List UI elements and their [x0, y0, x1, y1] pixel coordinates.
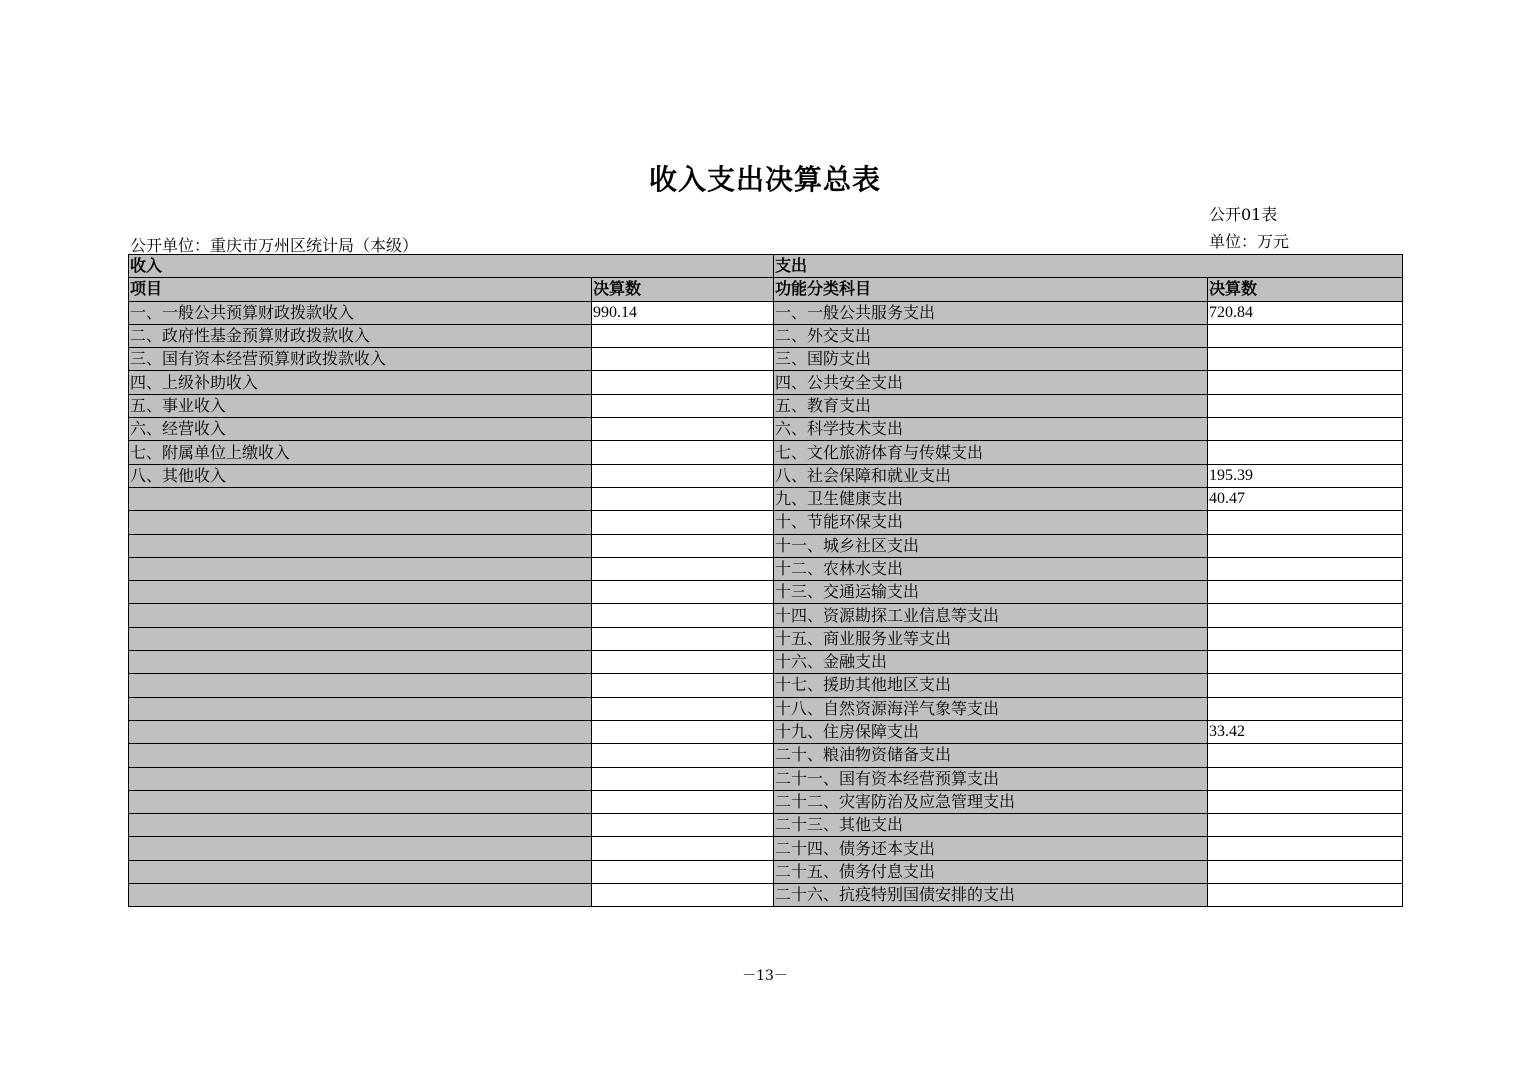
expense-amount-cell [1208, 348, 1403, 371]
expense-amount-cell [1208, 790, 1403, 813]
expense-amount-cell [1208, 604, 1403, 627]
expense-item-cell: 二十六、抗疫特别国债安排的支出 [774, 884, 1208, 907]
income-item-cell [129, 697, 592, 720]
expense-item-cell: 十九、住房保障支出 [774, 720, 1208, 743]
budget-table [128, 254, 1403, 907]
income-amount-cell [592, 324, 774, 347]
expense-item-cell: 七、文化旅游体育与传媒支出 [774, 441, 1208, 464]
income-amount-cell [592, 557, 774, 580]
expense-item-cell: 十三、交通运输支出 [774, 581, 1208, 604]
expense-item-cell: 二十四、债务还本支出 [774, 837, 1208, 860]
income-item-cell: 四、上级补助收入 [129, 371, 592, 394]
table-row [129, 441, 1403, 464]
income-amount-cell [592, 720, 774, 743]
expense-item-cell: 四、公共安全支出 [774, 371, 1208, 394]
income-amount-cell [592, 767, 774, 790]
income-amount-cell [592, 814, 774, 837]
expense-amount-cell [1208, 837, 1403, 860]
col-amount-expense: 决算数 [1208, 278, 1403, 301]
income-amount-cell: 990.14 [592, 301, 774, 324]
expense-amount-cell [1208, 371, 1403, 394]
expense-item-cell: 十七、援助其他地区支出 [774, 674, 1208, 697]
expense-item-cell: 十五、商业服务业等支出 [774, 627, 1208, 650]
expense-item-cell: 十八、自然资源海洋气象等支出 [774, 697, 1208, 720]
income-item-cell [129, 581, 592, 604]
expense-amount-cell [1208, 324, 1403, 347]
column-header-row [129, 278, 1403, 301]
expense-amount-cell [1208, 418, 1403, 441]
table-row [129, 534, 1403, 557]
table-row [129, 860, 1403, 883]
income-amount-cell [592, 697, 774, 720]
table-row [129, 697, 1403, 720]
income-item-cell: 五、事业收入 [129, 394, 592, 417]
income-amount-cell [592, 744, 774, 767]
income-amount-cell [592, 604, 774, 627]
expense-item-cell: 二十、粮油物资储备支出 [774, 744, 1208, 767]
income-item-cell [129, 814, 592, 837]
income-item-cell [129, 720, 592, 743]
table-row [129, 348, 1403, 371]
income-amount-cell [592, 651, 774, 674]
income-item-cell [129, 884, 592, 907]
page-title: 收入支出决算总表 [648, 163, 881, 196]
income-item-cell: 八、其他收入 [129, 464, 592, 487]
expense-item-cell: 十四、资源勘探工业信息等支出 [774, 604, 1208, 627]
expense-amount-cell [1208, 534, 1403, 557]
income-item-cell: 一、一般公共预算财政拨款收入 [129, 301, 592, 324]
table-row [129, 814, 1403, 837]
expense-amount-cell: 33.42 [1208, 720, 1403, 743]
table-row [129, 604, 1403, 627]
income-amount-cell [592, 511, 774, 534]
table-row [129, 627, 1403, 650]
expense-amount-cell [1208, 744, 1403, 767]
expense-item-cell: 二十一、国有资本经营预算支出 [774, 767, 1208, 790]
expense-item-cell: 九、卫生健康支出 [774, 487, 1208, 510]
table-row [129, 371, 1403, 394]
expense-item-cell: 八、社会保障和就业支出 [774, 464, 1208, 487]
income-amount-cell [592, 674, 774, 697]
income-amount-cell [592, 534, 774, 557]
income-amount-cell [592, 394, 774, 417]
expense-amount-cell: 720.84 [1208, 301, 1403, 324]
section-expense: 支出 [774, 255, 1403, 278]
income-item-cell: 七、附属单位上缴收入 [129, 441, 592, 464]
table-row [129, 744, 1403, 767]
table-row [129, 767, 1403, 790]
expense-amount-cell [1208, 767, 1403, 790]
income-amount-cell [592, 884, 774, 907]
income-item-cell: 二、政府性基金预算财政拨款收入 [129, 324, 592, 347]
table-row [129, 301, 1403, 324]
table-row [129, 464, 1403, 487]
expense-amount-cell: 195.39 [1208, 464, 1403, 487]
unit-label: 单位：万元 [1209, 232, 1290, 251]
income-amount-cell [592, 441, 774, 464]
income-amount-cell [592, 581, 774, 604]
expense-amount-cell: 40.47 [1208, 487, 1403, 510]
table-row [129, 418, 1403, 441]
income-amount-cell [592, 418, 774, 441]
expense-item-cell: 二十三、其他支出 [774, 814, 1208, 837]
income-amount-cell [592, 371, 774, 394]
expense-amount-cell [1208, 814, 1403, 837]
income-amount-cell [592, 487, 774, 510]
expense-amount-cell [1208, 860, 1403, 883]
income-item-cell [129, 860, 592, 883]
income-item-cell [129, 837, 592, 860]
table-row [129, 581, 1403, 604]
expense-item-cell: 二十二、灾害防治及应急管理支出 [774, 790, 1208, 813]
expense-item-cell: 十、节能环保支出 [774, 511, 1208, 534]
expense-amount-cell [1208, 441, 1403, 464]
page-number: －13－ [742, 968, 788, 984]
expense-item-cell: 二十五、债务付息支出 [774, 860, 1208, 883]
table-row [129, 674, 1403, 697]
form-code: 公开01表 [1209, 205, 1278, 224]
income-item-cell [129, 511, 592, 534]
expense-amount-cell [1208, 674, 1403, 697]
table-row [129, 511, 1403, 534]
income-item-cell [129, 767, 592, 790]
org-label: 公开单位：重庆市万州区统计局（本级） [130, 236, 419, 255]
expense-amount-cell [1208, 511, 1403, 534]
table-row [129, 324, 1403, 347]
expense-item-cell: 三、国防支出 [774, 348, 1208, 371]
expense-amount-cell [1208, 627, 1403, 650]
col-category: 功能分类科目 [774, 278, 1208, 301]
income-item-cell [129, 790, 592, 813]
expense-item-cell: 五、教育支出 [774, 394, 1208, 417]
income-amount-cell [592, 790, 774, 813]
income-item-cell: 三、国有资本经营预算财政拨款收入 [129, 348, 592, 371]
expense-item-cell: 六、科学技术支出 [774, 418, 1208, 441]
expense-amount-cell [1208, 697, 1403, 720]
income-item-cell [129, 674, 592, 697]
expense-item-cell: 十二、农林水支出 [774, 557, 1208, 580]
expense-item-cell: 一、一般公共服务支出 [774, 301, 1208, 324]
expense-item-cell: 十一、城乡社区支出 [774, 534, 1208, 557]
income-amount-cell [592, 464, 774, 487]
expense-item-cell: 十六、金融支出 [774, 651, 1208, 674]
income-item-cell [129, 627, 592, 650]
income-amount-cell [592, 627, 774, 650]
income-item-cell [129, 651, 592, 674]
income-amount-cell [592, 348, 774, 371]
table-row [129, 790, 1403, 813]
expense-item-cell: 二、外交支出 [774, 324, 1208, 347]
income-item-cell [129, 487, 592, 510]
table-row [129, 487, 1403, 510]
table-row [129, 651, 1403, 674]
section-income: 收入 [129, 255, 774, 278]
expense-amount-cell [1208, 394, 1403, 417]
income-amount-cell [592, 860, 774, 883]
table-row [129, 837, 1403, 860]
income-amount-cell [592, 837, 774, 860]
expense-amount-cell [1208, 581, 1403, 604]
table-row [129, 394, 1403, 417]
table-row [129, 720, 1403, 743]
col-amount: 决算数 [592, 278, 774, 301]
section-header-row [129, 255, 1403, 278]
income-item-cell [129, 744, 592, 767]
income-item-cell [129, 604, 592, 627]
expense-amount-cell [1208, 884, 1403, 907]
expense-amount-cell [1208, 557, 1403, 580]
income-item-cell [129, 534, 592, 557]
table-row [129, 557, 1403, 580]
col-item: 项目 [129, 278, 592, 301]
income-item-cell [129, 557, 592, 580]
expense-amount-cell [1208, 651, 1403, 674]
table-row [129, 884, 1403, 907]
income-item-cell: 六、经营收入 [129, 418, 592, 441]
